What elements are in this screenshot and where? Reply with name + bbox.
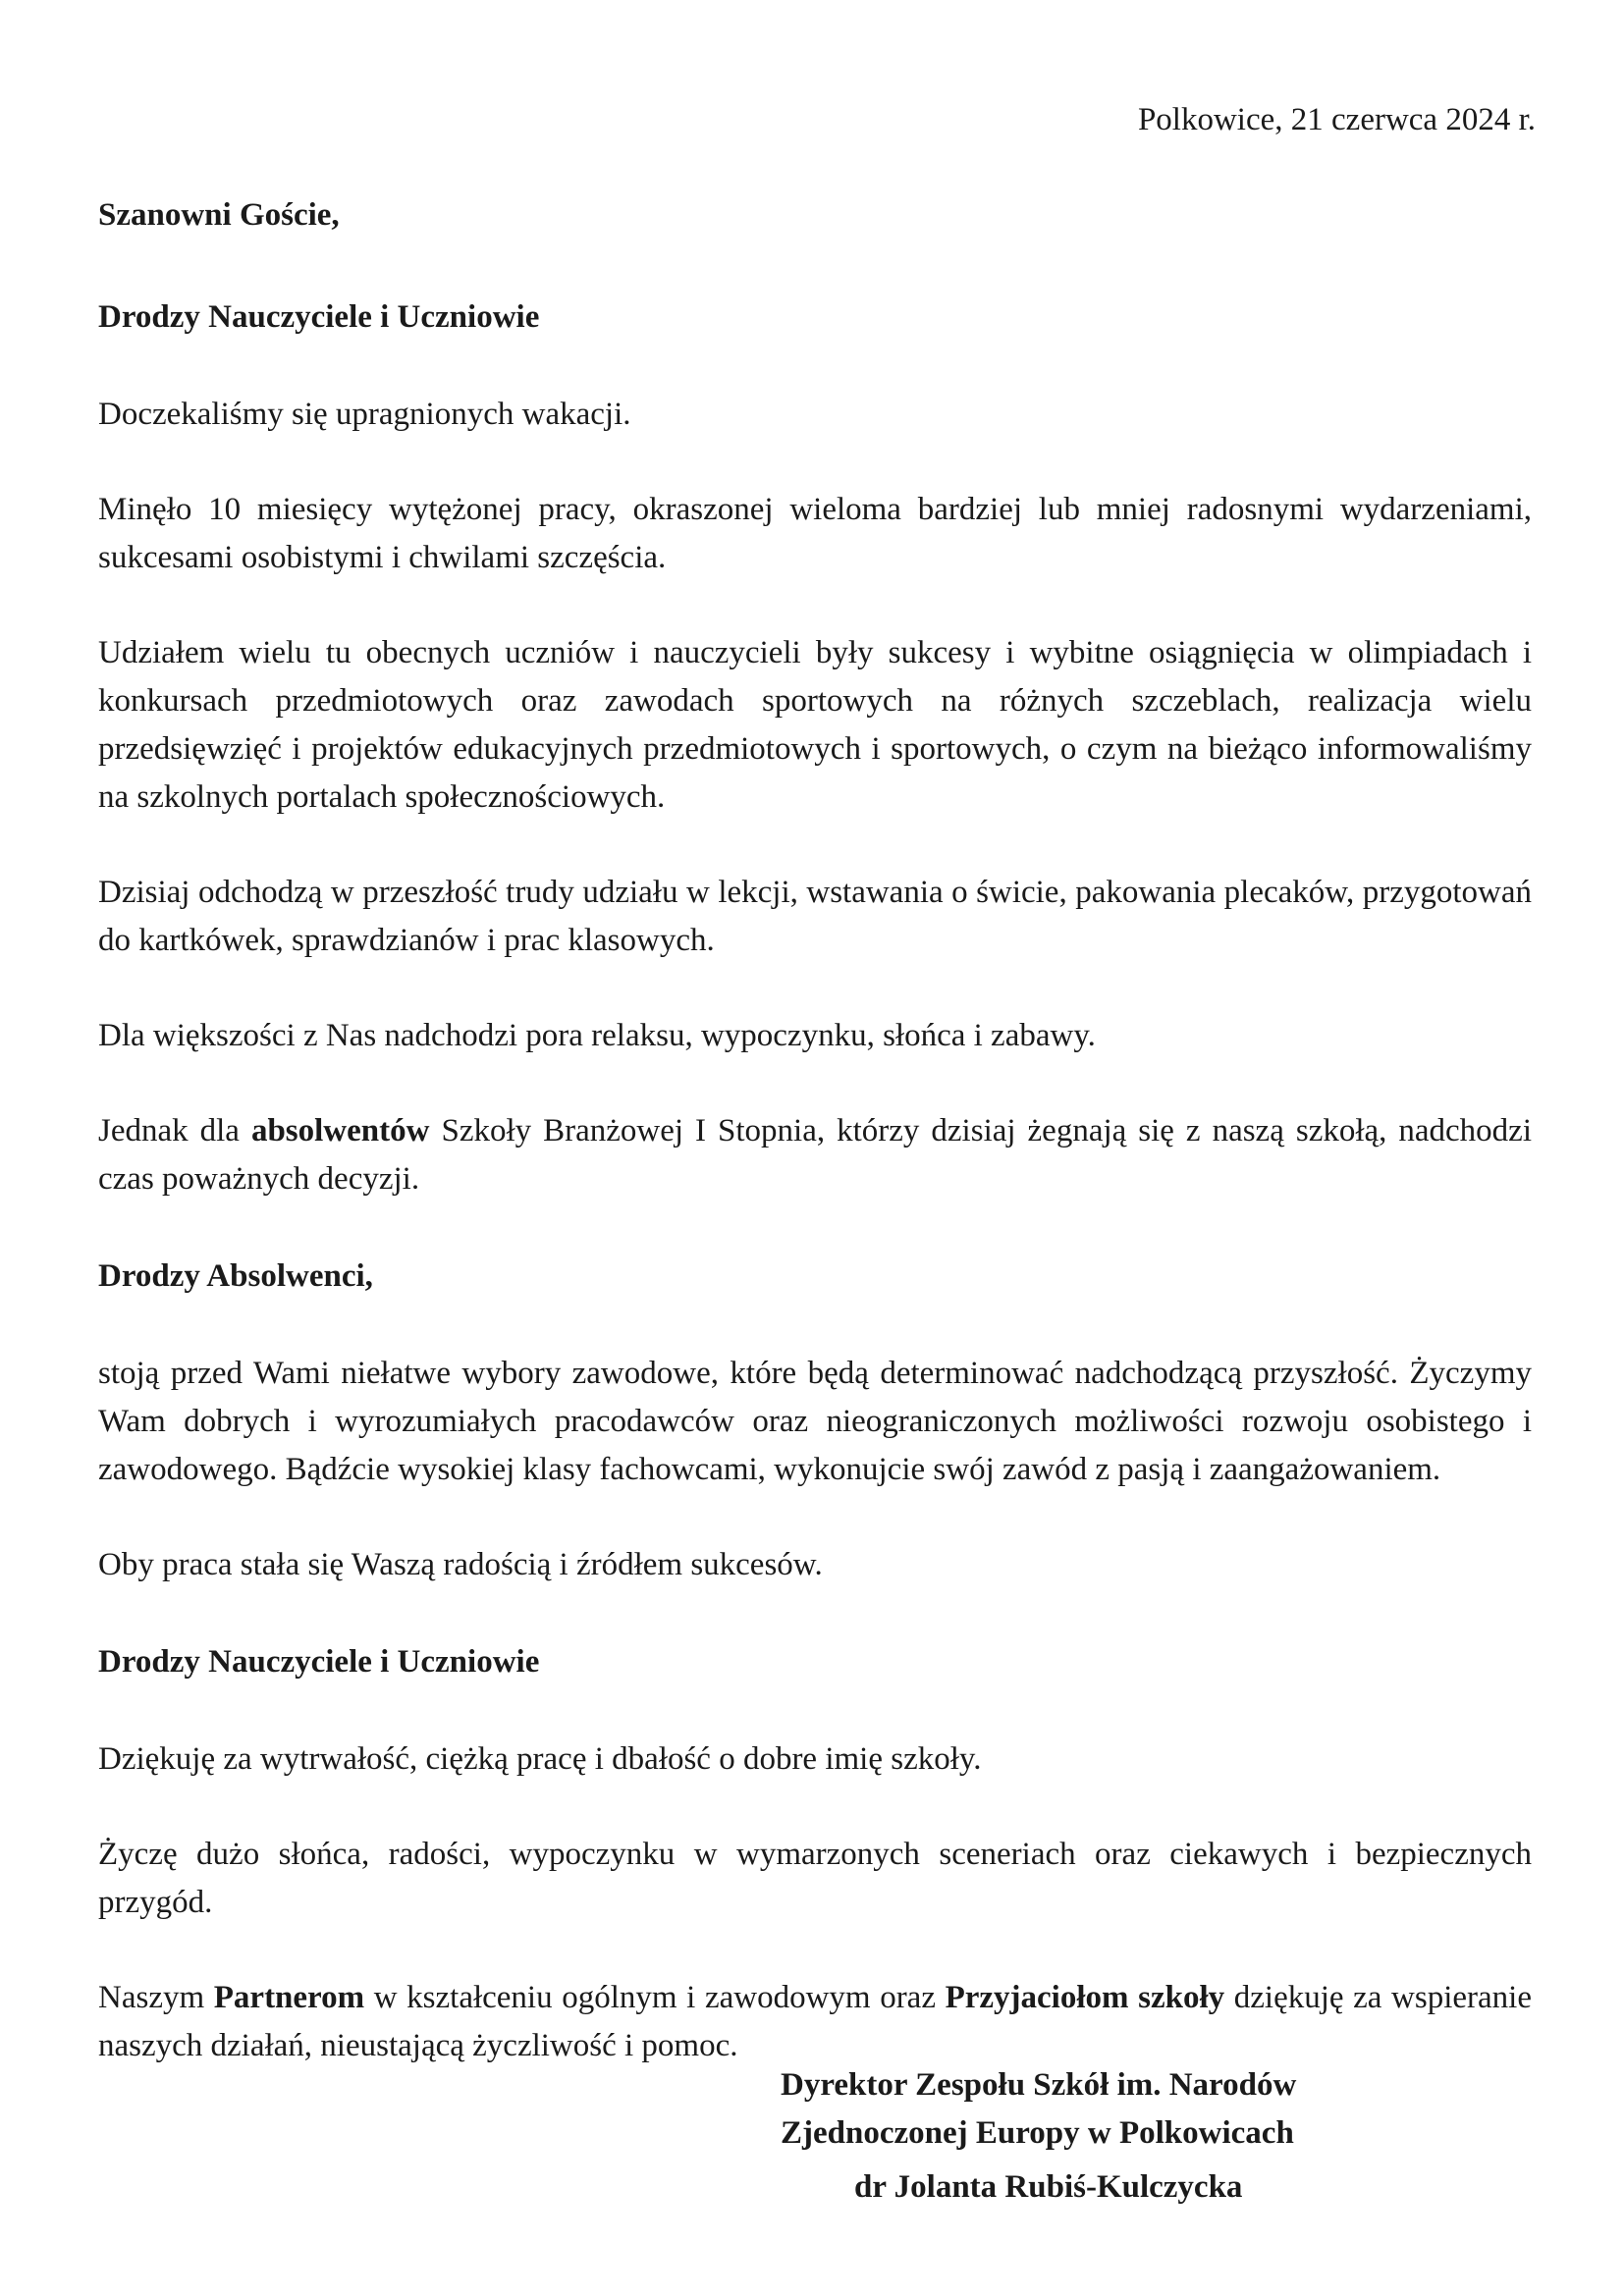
greeting-graduates: Drodzy Absolwenci, — [98, 1258, 373, 1294]
signature-name: dr Jolanta Rubiś-Kulczycka — [854, 2169, 1243, 2205]
paragraph-today: Dzisiaj odchodzą w przeszłość trudy udziału w lekcji, wstawania o świcie, pakowania plecaków, przygotowań do kartkówek, sprawdzianów i prac klasowych. — [98, 875, 1532, 958]
paragraph-thanks: Dziękuję za wytrwałość, ciężką pracę i dbałość o dobre imię szkoły. — [98, 1741, 982, 1777]
paragraph-relax: Dla większości z Nas nadchodzi pora relaksu, wypoczynku, słońca i zabawy. — [98, 1018, 1096, 1053]
partners-text-1: Naszym — [98, 1980, 214, 2015]
graduates-text-after: Szkoły Branżowej I Stopnia, którzy dzisiaj żegnają się z naszą szkołą, nadchodzi czas poważnych decyzji. — [98, 1113, 1533, 1197]
greeting-guests: Szanowni Goście, — [98, 197, 340, 233]
paragraph-wishes: Życzę dużo słońca, radości, wypoczynku w wymarzonych sceneriach oraz ciekawych i bezpiecznych przygód. — [98, 1837, 1532, 1920]
signature-title-line-2: Zjednoczonej Europy w Polkowicach — [781, 2115, 1294, 2151]
greeting-teachers-students: Drodzy Nauczyciele i Uczniowie — [98, 299, 540, 335]
signature-block — [781, 2061, 1409, 2212]
paragraph-graduates — [98, 1107, 1532, 1203]
paragraph-career-wishes: stoją przed Wami niełatwe wybory zawodowe, które będą determinować nadchodzącą przyszłość. Życzymy Wam dobrych i wyrozumiałych pracodawców oraz nieograniczonych możliwości rozwoju osobistego i zawodowego. Bądźcie wysokiej klasy fachowcami, wykonujcie swój zawód z pasją i zaangażowaniem. — [98, 1356, 1532, 1487]
greeting-teachers-students-2: Drodzy Nauczyciele i Uczniowie — [98, 1644, 540, 1680]
letter-body — [98, 191, 1532, 2070]
graduates-bold: absolwentów — [250, 1113, 430, 1148]
graduates-text-before: Jednak dla — [98, 1113, 251, 1148]
paragraph-work-joy: Oby praca stała się Waszą radością i źródłem sukcesów. — [98, 1547, 823, 1582]
partners-text-2: w kształceniu ogólnym i zawodowym oraz — [364, 1980, 946, 2015]
paragraph-ten-months: Minęło 10 miesięcy wytężonej pracy, okraszonej wieloma bardziej lub mniej radosnymi wydarzeniami, sukcesami osobistymi i chwilami szczęścia. — [98, 492, 1532, 575]
paragraph-vacation: Doczekaliśmy się upragnionych wakacji. — [98, 397, 631, 432]
paragraph-successes: Udziałem wielu tu obecnych uczniów i nauczycieli były sukcesy i wybitne osiągnięcia w olimpiadach i konkursach przedmiotowych oraz zawodach sportowych na różnych szczeblach, realizacja wielu przedsięwzięć i projektów edukacyjnych przedmiotowych i sportowych, o czym na bieżąco informowaliśmy na szkolnych portalach społecznościowych. — [98, 635, 1532, 815]
partners-text-3: dziękuję za wspieranie naszych działań, nieustającą życzliwość i pomoc. — [98, 1980, 1532, 2063]
partners-bold: Partnerom — [213, 1980, 365, 2015]
signature-title-line-1: Dyrektor Zespołu Szkół im. Narodów — [781, 2067, 1297, 2103]
letter-date: Polkowice, 21 czerwca 2024 r. — [1137, 102, 1536, 137]
paragraph-partners — [98, 1974, 1532, 2070]
friends-bold: Przyjaciołom szkoły — [945, 1980, 1225, 2015]
